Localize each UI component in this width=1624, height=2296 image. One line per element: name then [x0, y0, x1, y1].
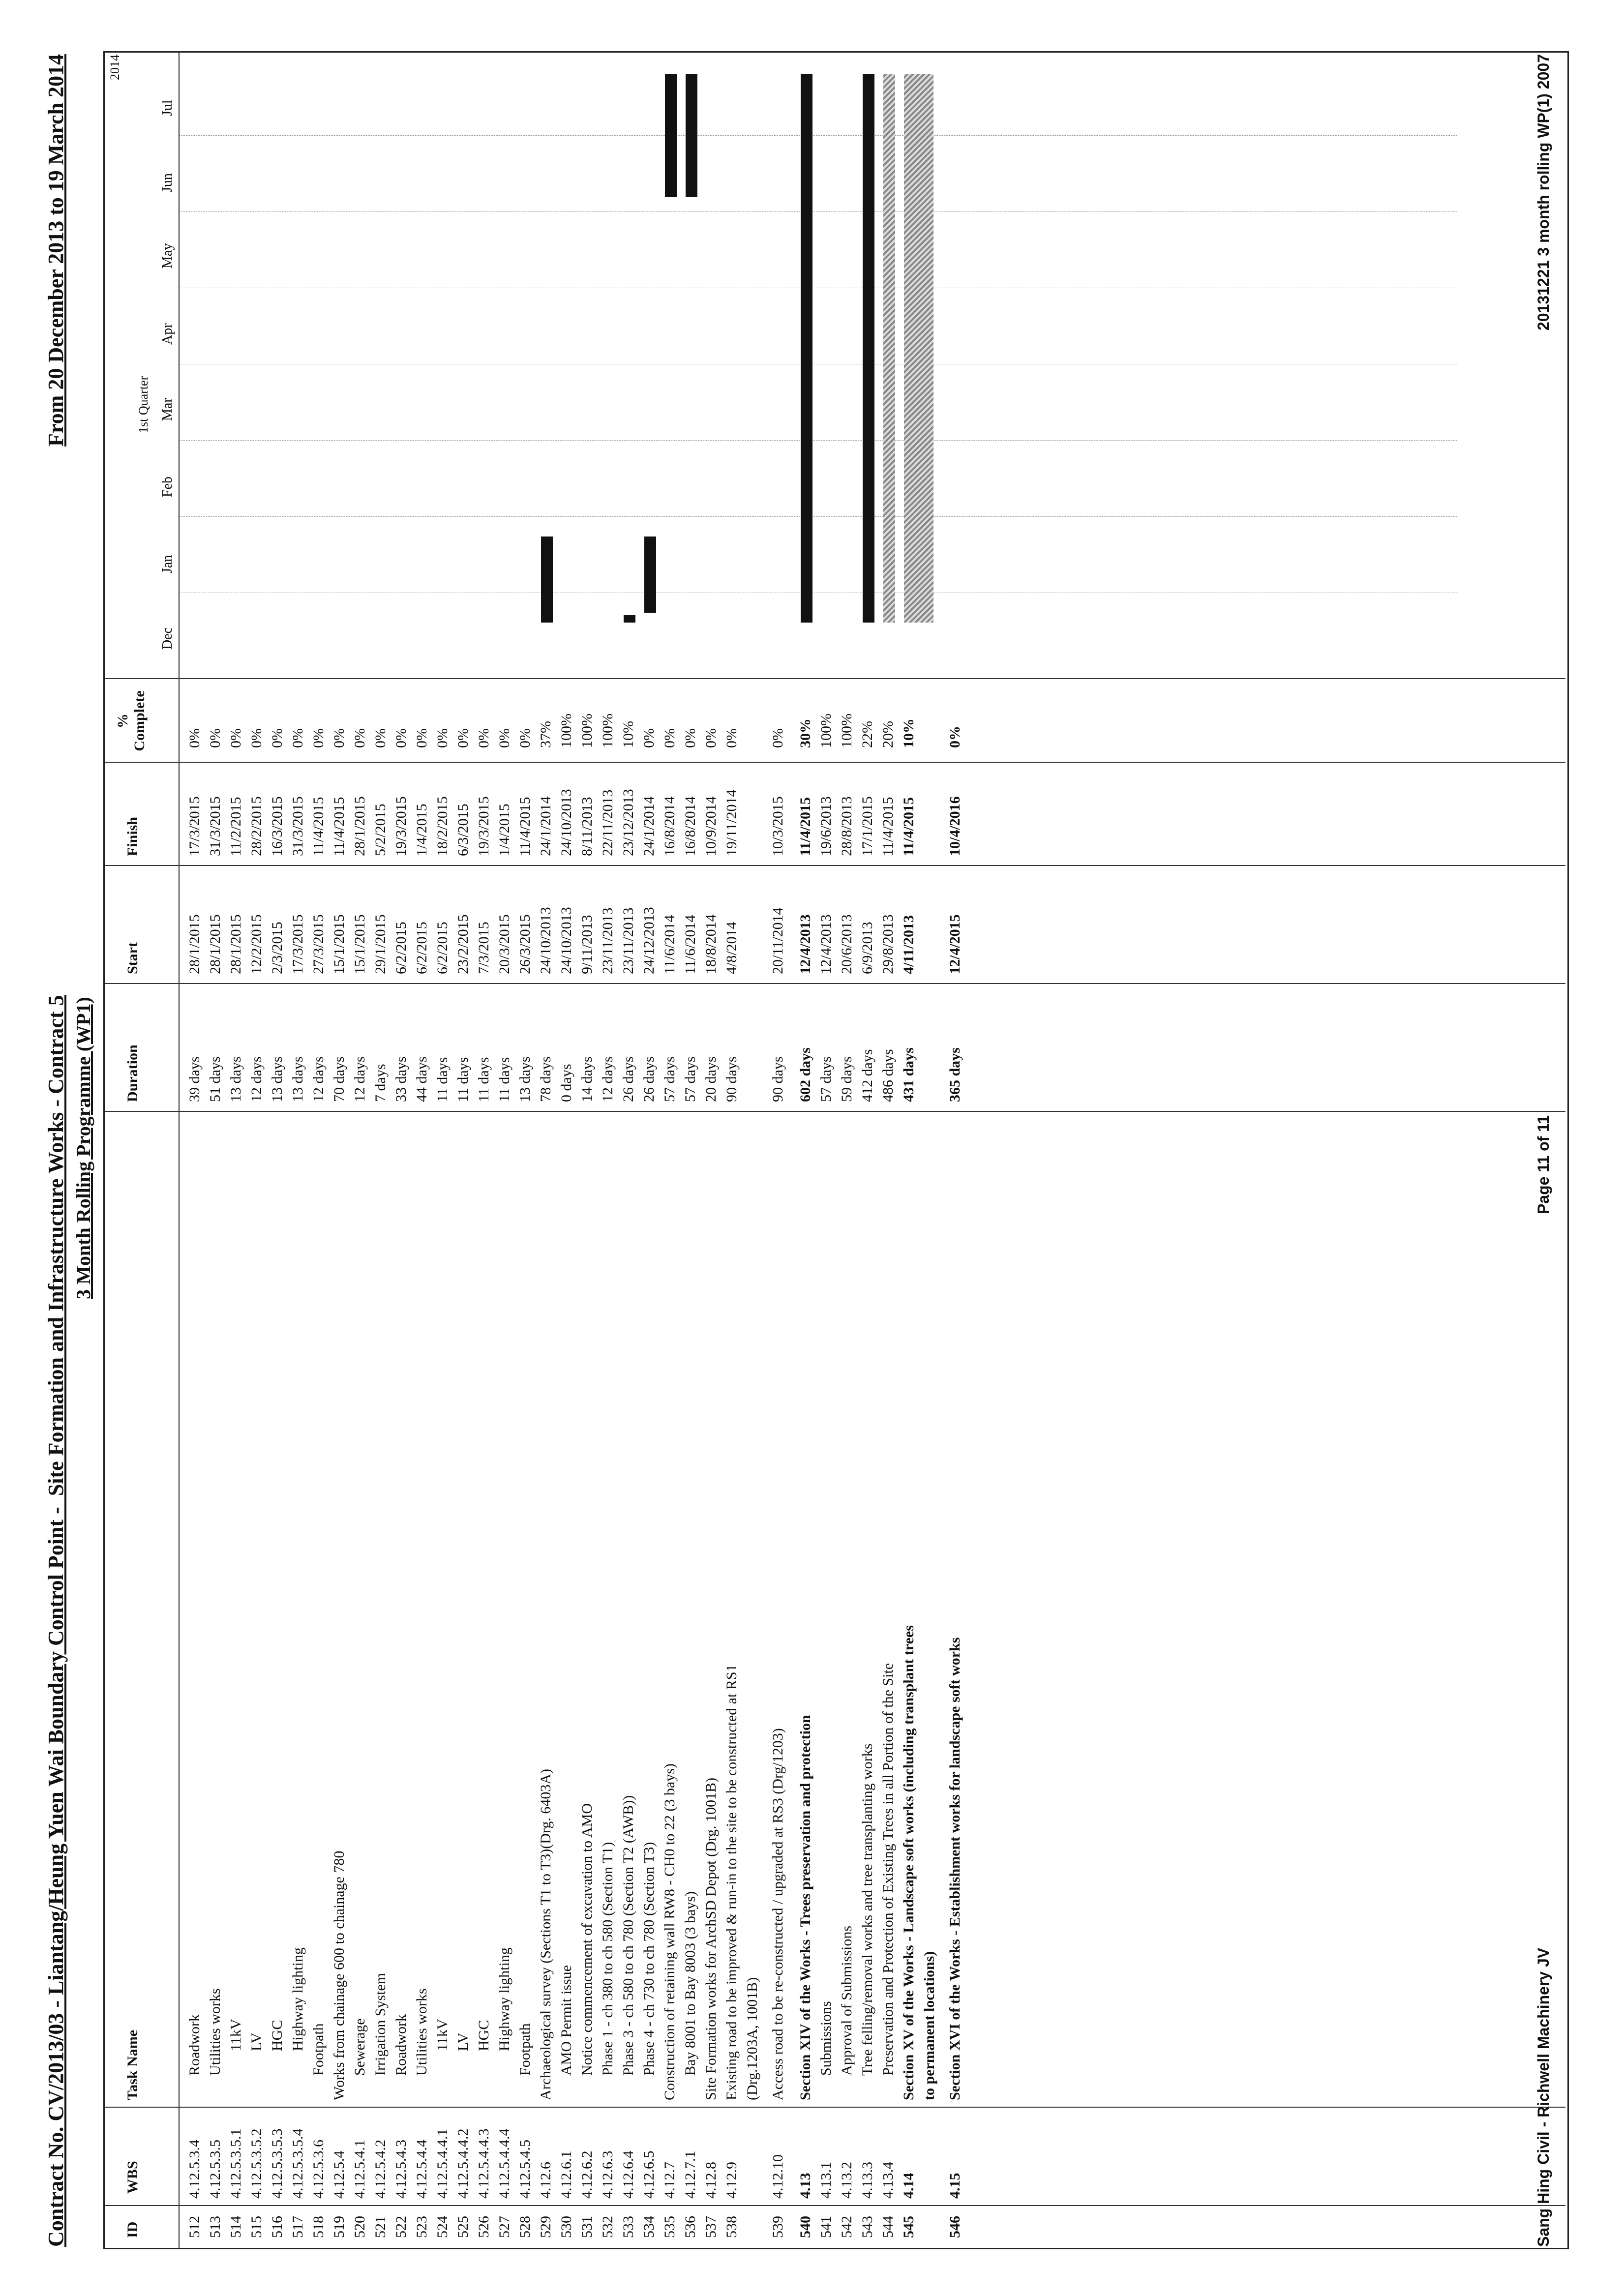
gantt-bar	[686, 74, 697, 197]
row-start: 4/11/2013	[901, 915, 917, 974]
row-wbs: 4.12.9	[723, 2162, 740, 2199]
row-task-name: Phase 4 - ch 730 to ch 780 (Section T3)	[641, 1842, 657, 2076]
row-duration: 431 days	[901, 1047, 917, 1102]
row-start: 11/6/2014	[662, 915, 678, 974]
row-task-name: Footpath	[310, 2023, 327, 2076]
row-wbs: 4.12.5.4.2	[372, 2140, 389, 2199]
row-complete: 0%	[331, 728, 347, 748]
row-duration: 14 days	[579, 1056, 595, 1102]
row-finish: 28/1/2015	[352, 796, 368, 856]
row-task-name: Roadwork	[393, 2014, 409, 2076]
row-start: 24/12/2013	[641, 907, 657, 974]
row-complete: 0%	[248, 728, 265, 748]
row-duration: 13 days	[517, 1056, 533, 1102]
timeline-month-label: Mar	[160, 398, 175, 421]
row-id: 524	[434, 2216, 451, 2238]
row-complete: 37%	[538, 721, 554, 748]
row-duration: 12 days	[600, 1056, 616, 1102]
row-wbs: 4.12.6.2	[579, 2150, 595, 2199]
row-duration: 13 days	[269, 1056, 285, 1102]
row-wbs: 4.12.6.1	[558, 2150, 574, 2199]
timeline-month-label: Jan	[160, 555, 175, 573]
row-task-name: Utilities works	[207, 1988, 223, 2076]
row-id: 521	[372, 2216, 389, 2238]
row-wbs: 4.12.5.3.5.1	[228, 2128, 244, 2199]
row-wbs: 4.14	[901, 2173, 917, 2199]
row-id: 534	[641, 2216, 657, 2238]
row-start: 28/1/2015	[228, 914, 244, 974]
row-duration: 57 days	[682, 1056, 698, 1102]
row-id: 543	[859, 2216, 875, 2238]
row-finish: 1/4/2015	[414, 804, 430, 856]
row-start: 12/4/2013	[818, 914, 834, 974]
row-id: 536	[682, 2216, 698, 2238]
row-task-name: 11kV	[434, 2019, 451, 2051]
row-wbs: 4.12.5.4.4.4	[496, 2128, 512, 2199]
row-finish: 11/2/2015	[228, 797, 244, 856]
row-id: 522	[393, 2216, 409, 2238]
row-start: 26/3/2015	[517, 914, 533, 974]
row-task-name: HGC	[269, 2020, 285, 2051]
row-finish: 28/8/2013	[839, 796, 855, 856]
col-divider	[105, 762, 1565, 763]
row-start: 7/3/2015	[476, 922, 492, 974]
row-complete: 30%	[797, 718, 813, 748]
row-duration: 59 days	[839, 1056, 855, 1102]
date-range-title: From 20 December 2013 to 19 March 2014	[44, 54, 68, 447]
row-wbs: 4.13.3	[859, 2162, 875, 2199]
row-finish: 31/3/2015	[207, 796, 223, 856]
row-wbs: 4.12.6.3	[600, 2150, 616, 2199]
row-duration: 12 days	[352, 1056, 368, 1102]
row-task-name: Construction of retaining wall RW8 - CH0 to 22 (3 bays)	[662, 1763, 678, 2100]
row-complete: 0%	[662, 728, 678, 748]
row-finish: 22/11/2013	[600, 789, 616, 856]
row-complete: 20%	[880, 721, 896, 748]
timeline-month-label: May	[160, 243, 175, 268]
row-wbs: 4.13.4	[880, 2162, 896, 2199]
row-wbs: 4.12.5.3.5.4	[290, 2128, 306, 2199]
row-start: 20/3/2015	[496, 914, 512, 974]
row-finish: 16/8/2014	[682, 796, 698, 856]
row-id: 515	[248, 2216, 265, 2238]
row-complete: 22%	[859, 721, 875, 748]
row-task-name-cont: to permanent locations)	[921, 1951, 937, 2100]
row-duration: 13 days	[290, 1056, 306, 1102]
row-task-name: Existing road to be improved & run-in to the site to be constructed at RS1	[723, 1664, 740, 2100]
row-duration: 0 days	[558, 1064, 574, 1102]
row-finish: 24/1/2014	[538, 796, 554, 856]
contract-title: Contract No. CV/2013/03 - Liantang/Heung Yuen Wai Boundary Control Point - Site Formation and Infrastructure Works - Contract 5	[44, 995, 68, 2247]
row-complete: 0%	[228, 728, 244, 748]
row-finish: 11/4/2015	[331, 797, 347, 856]
row-finish: 11/4/2015	[517, 797, 533, 856]
col-divider	[105, 865, 1565, 866]
col-header-finish: Finish	[124, 816, 141, 856]
row-duration: 51 days	[207, 1056, 223, 1102]
row-wbs: 4.12.5.3.5.3	[269, 2128, 285, 2199]
row-task-name: Site Formation works for ArchSD Depot (Drg. 1001B)	[703, 1777, 719, 2100]
row-start: 28/1/2015	[207, 914, 223, 974]
row-start: 29/8/2013	[880, 914, 896, 974]
row-task-name: Notice commencement of excavation to AMO	[579, 1803, 595, 2076]
row-id: 539	[770, 2216, 786, 2238]
row-task-name: Section XV of the Works - Landscape soft works (including transplant trees	[901, 1625, 917, 2100]
row-finish: 8/11/2013	[579, 797, 595, 856]
row-id: 533	[620, 2216, 636, 2238]
row-start: 18/8/2014	[703, 914, 719, 974]
row-id: 541	[818, 2216, 834, 2238]
row-task-name: AMO Permit issue	[558, 1965, 574, 2076]
row-finish: 18/2/2015	[434, 796, 451, 856]
timeline-month-label: Jul	[160, 100, 175, 116]
row-task-name: Approval of Submissions	[839, 1925, 855, 2076]
row-duration: 11 days	[455, 1057, 471, 1102]
gantt-bar	[801, 74, 812, 623]
row-start: 12/4/2015	[947, 914, 963, 974]
row-complete: 0%	[703, 728, 719, 748]
row-wbs: 4.12.5.4.5	[517, 2140, 533, 2199]
row-complete: 0%	[186, 728, 203, 748]
row-wbs: 4.15	[947, 2173, 963, 2199]
timeline-gridline	[179, 211, 1457, 212]
row-start: 27/3/2015	[310, 914, 327, 974]
col-divider	[105, 2205, 1565, 2206]
row-task-name: Bay 8001 to Bay 8003 (3 bays)	[682, 1891, 698, 2076]
row-finish: 24/1/2014	[641, 796, 657, 856]
row-finish: 11/4/2015	[310, 797, 327, 856]
row-id: 529	[538, 2216, 554, 2238]
row-complete: 0%	[352, 728, 368, 748]
row-finish: 10/3/2015	[770, 796, 786, 856]
row-finish: 5/2/2015	[372, 804, 389, 856]
row-wbs: 4.12.6	[538, 2162, 554, 2199]
row-complete: 10%	[901, 718, 917, 748]
row-id: 519	[331, 2216, 347, 2238]
row-wbs: 4.12.5.3.6	[310, 2140, 327, 2199]
timeline-gridline	[179, 440, 1457, 441]
row-task-name: Highway lighting	[290, 1947, 306, 2051]
row-start: 23/2/2015	[455, 914, 471, 974]
row-finish: 16/8/2014	[662, 796, 678, 856]
row-task-name: Utilities works	[414, 1988, 430, 2076]
row-start: 20/11/2014	[770, 907, 786, 974]
row-complete: 0%	[455, 728, 471, 748]
gantt-bar	[644, 537, 656, 613]
row-wbs: 4.12.5.4.1	[352, 2140, 368, 2199]
row-wbs: 4.13	[797, 2173, 813, 2199]
row-finish: 16/3/2015	[269, 796, 285, 856]
row-id: 518	[310, 2216, 327, 2238]
row-duration: 70 days	[331, 1056, 347, 1102]
row-start: 6/9/2013	[859, 922, 875, 974]
row-duration: 412 days	[859, 1049, 875, 1102]
row-duration: 78 days	[538, 1056, 554, 1102]
row-task-name: LV	[455, 2032, 471, 2051]
row-start: 6/2/2015	[414, 922, 430, 974]
col-divider	[105, 983, 1565, 984]
timeline-gridline	[179, 516, 1457, 517]
row-finish: 19/11/2014	[723, 789, 740, 856]
col-divider	[105, 2107, 1565, 2108]
row-id: 528	[517, 2216, 533, 2238]
row-task-name: Tree felling/removal works and tree transplanting works	[859, 1743, 875, 2076]
row-wbs: 4.12.7.1	[682, 2150, 698, 2199]
row-finish: 19/3/2015	[476, 796, 492, 856]
row-duration: 602 days	[797, 1047, 813, 1102]
row-id: 523	[414, 2216, 430, 2238]
row-wbs: 4.12.6.4	[620, 2150, 636, 2199]
row-id: 540	[797, 2216, 813, 2238]
row-wbs: 4.12.6.5	[641, 2150, 657, 2199]
row-task-name: LV	[248, 2032, 265, 2051]
row-duration: 90 days	[723, 1056, 740, 1102]
row-complete: 10%	[620, 721, 636, 748]
timeline-month-label: Jun	[160, 173, 175, 192]
row-complete: 0%	[434, 728, 451, 748]
row-complete: 0%	[290, 728, 306, 748]
row-duration: 12 days	[248, 1056, 265, 1102]
row-complete: 100%	[818, 714, 834, 748]
row-finish: 10/9/2014	[703, 796, 719, 856]
row-id: 538	[723, 2216, 740, 2238]
timeline-month-label: Dec	[160, 627, 175, 650]
row-duration: 365 days	[947, 1047, 963, 1102]
row-id: 546	[947, 2216, 963, 2238]
row-complete: 0%	[393, 728, 409, 748]
row-id: 542	[839, 2216, 855, 2238]
row-task-name: Phase 1 - ch 380 to ch 580 (Section T1)	[600, 1842, 616, 2076]
row-finish: 1/4/2015	[496, 804, 512, 856]
row-complete: 0%	[770, 728, 786, 748]
row-finish: 24/10/2013	[558, 789, 574, 856]
row-start: 24/10/2013	[558, 907, 574, 974]
row-id: 535	[662, 2216, 678, 2238]
gantt-bar	[863, 74, 874, 623]
row-complete: 100%	[579, 714, 595, 748]
row-duration: 7 days	[372, 1064, 389, 1102]
col-divider	[105, 678, 1565, 679]
row-task-name: Highway lighting	[496, 1947, 512, 2051]
timeline-month-label: Apr	[160, 323, 175, 345]
row-complete: 0%	[641, 728, 657, 748]
row-wbs: 4.13.1	[818, 2162, 834, 2199]
row-start: 17/3/2015	[290, 914, 306, 974]
row-duration: 26 days	[641, 1056, 657, 1102]
row-wbs: 4.12.5.4.4	[414, 2140, 430, 2199]
footer-filename: 20131221 3 month rolling WP(1) 2007	[1534, 54, 1552, 330]
row-wbs: 4.12.5.3.5.2	[248, 2128, 265, 2199]
gantt-bar	[541, 537, 553, 623]
row-complete: 0%	[269, 728, 285, 748]
row-complete: 0%	[414, 728, 430, 748]
row-start: 2/3/2015	[269, 922, 285, 974]
row-finish: 11/4/2015	[880, 797, 896, 856]
row-complete: 0%	[947, 726, 963, 748]
row-wbs: 4.13.2	[839, 2162, 855, 2199]
row-finish: 31/3/2015	[290, 796, 306, 856]
row-wbs: 4.12.5.4	[331, 2150, 347, 2199]
row-id: 532	[600, 2216, 616, 2238]
row-wbs: 4.12.7	[662, 2162, 678, 2199]
row-task-name: Submissions	[818, 2001, 834, 2076]
row-duration: 33 days	[393, 1056, 409, 1102]
row-wbs: 4.12.5.4.3	[393, 2140, 409, 2199]
row-wbs: 4.12.10	[770, 2154, 786, 2199]
row-duration: 44 days	[414, 1056, 430, 1102]
row-complete: 0%	[310, 728, 327, 748]
row-complete: 0%	[682, 728, 698, 748]
row-start: 11/6/2014	[682, 915, 698, 974]
row-start: 9/11/2013	[579, 915, 595, 974]
row-id: 512	[186, 2216, 203, 2238]
timeline-quarter: 1st Quarter	[136, 376, 150, 433]
row-wbs: 4.12.5.4.4.1	[434, 2128, 451, 2199]
row-duration: 11 days	[496, 1057, 512, 1102]
row-duration: 26 days	[620, 1056, 636, 1102]
row-task-name: Footpath	[517, 2023, 533, 2076]
row-start: 6/2/2015	[434, 922, 451, 974]
row-finish: 23/12/2013	[620, 789, 636, 856]
row-start: 15/1/2015	[331, 914, 347, 974]
row-duration: 13 days	[228, 1056, 244, 1102]
timeline-gridline	[179, 135, 1457, 136]
row-finish: 11/4/2015	[901, 797, 917, 856]
row-complete: 100%	[600, 714, 616, 748]
row-complete: 0%	[372, 728, 389, 748]
row-finish: 17/1/2015	[859, 796, 875, 856]
row-complete: 100%	[839, 714, 855, 748]
row-start: 23/11/2013	[600, 907, 616, 974]
timeline-year: 2014	[108, 55, 122, 80]
col-header-task: Task Name	[124, 2029, 141, 2100]
gantt-bar	[665, 74, 677, 197]
row-duration: 20 days	[703, 1056, 719, 1102]
row-id: 525	[455, 2216, 471, 2238]
header-divider	[179, 53, 180, 2248]
row-id: 527	[496, 2216, 512, 2238]
row-task-name: Works from chainage 600 to chainage 780	[331, 1850, 347, 2100]
footer-page: Page 11 of 11	[1534, 1115, 1552, 1214]
row-task-name-cont: (Drg.1203A, 1001B)	[744, 1977, 760, 2100]
row-task-name: Section XVI of the Works - Establishment works for landscape soft works	[947, 1637, 963, 2100]
row-duration: 11 days	[476, 1057, 492, 1102]
row-task-name: Sewerage	[352, 2018, 368, 2076]
col-header-wbs: WBS	[124, 2161, 141, 2194]
row-id: 526	[476, 2216, 492, 2238]
footer-company: Sang Hing Civil - Richwell Machinery JV	[1534, 1947, 1552, 2247]
row-task-name: Preservation and Protection of Existing Trees in all Portion of the Site	[880, 1663, 896, 2076]
row-finish: 10/4/2016	[947, 796, 963, 856]
row-task-name: Irrigation System	[372, 1972, 389, 2076]
row-duration: 486 days	[880, 1049, 896, 1102]
row-task-name: Phase 3 - ch 580 to ch 780 (Section T2 (AWB))	[620, 1795, 636, 2076]
row-start: 15/1/2015	[352, 914, 368, 974]
row-id: 544	[880, 2216, 896, 2238]
programme-subtitle: 3 Month Rolling Programme (WP1)	[72, 997, 94, 1299]
row-task-name: HGC	[476, 2020, 492, 2051]
row-id: 517	[290, 2216, 306, 2238]
row-duration: 12 days	[310, 1056, 327, 1102]
row-finish: 28/2/2015	[248, 796, 265, 856]
row-start: 4/8/2014	[723, 922, 740, 974]
row-complete: 0%	[496, 728, 512, 748]
row-wbs: 4.12.8	[703, 2162, 719, 2199]
row-duration: 39 days	[186, 1056, 203, 1102]
row-id: 514	[228, 2216, 244, 2238]
row-duration: 90 days	[770, 1056, 786, 1102]
row-start: 24/10/2013	[538, 907, 554, 974]
row-complete: 100%	[558, 714, 574, 748]
row-duration: 57 days	[818, 1056, 834, 1102]
row-wbs: 4.12.5.4.4.3	[476, 2128, 492, 2199]
gantt-bar	[624, 615, 635, 623]
row-wbs: 4.12.5.3.4	[186, 2140, 203, 2199]
row-finish: 17/3/2015	[186, 796, 203, 856]
row-duration: 11 days	[434, 1057, 451, 1102]
row-finish: 11/4/2015	[797, 797, 813, 856]
row-finish: 19/6/2013	[818, 796, 834, 856]
row-start: 20/6/2013	[839, 914, 855, 974]
row-id: 531	[579, 2216, 595, 2238]
schedule-table	[103, 51, 1569, 2249]
col-header-duration: Duration	[124, 1044, 141, 1102]
row-start: 6/2/2015	[393, 922, 409, 974]
row-wbs: 4.12.5.4.4.2	[455, 2128, 471, 2199]
col-header-start: Start	[124, 942, 141, 974]
row-id: 516	[269, 2216, 285, 2238]
col-header-id: ID	[124, 2221, 141, 2238]
row-id: 545	[901, 2216, 917, 2238]
row-id: 537	[703, 2216, 719, 2238]
row-id: 530	[558, 2216, 574, 2238]
row-duration: 57 days	[662, 1056, 678, 1102]
row-id: 513	[207, 2216, 223, 2238]
row-task-name: Archaeological survey (Sections T1 to T3)(Drg. 6403A)	[538, 1768, 554, 2100]
row-task-name: Section XIV of the Works - Trees preservation and protection	[797, 1715, 813, 2100]
timeline-month-label: Feb	[160, 477, 175, 497]
col-header-complete: % Complete	[115, 690, 148, 751]
row-id: 520	[352, 2216, 368, 2238]
row-start: 28/1/2015	[186, 914, 203, 974]
row-task-name: Roadwork	[186, 2014, 203, 2076]
row-complete: 0%	[723, 728, 740, 748]
row-task-name: Access road to be re-constructed / upgraded at RS3 (Drg/1203)	[770, 1728, 786, 2100]
row-start: 12/4/2013	[797, 914, 813, 974]
row-start: 23/11/2013	[620, 907, 636, 974]
col-divider	[105, 1111, 1565, 1112]
row-start: 12/2/2015	[248, 914, 265, 974]
row-complete: 0%	[476, 728, 492, 748]
row-wbs: 4.12.5.3.5	[207, 2140, 223, 2199]
row-complete: 0%	[207, 728, 223, 748]
row-finish: 19/3/2015	[393, 796, 409, 856]
gantt-bar	[883, 74, 895, 623]
row-complete: 0%	[517, 728, 533, 748]
gantt-bar	[904, 74, 933, 623]
row-finish: 6/3/2015	[455, 804, 471, 856]
row-start: 29/1/2015	[372, 914, 389, 974]
row-task-name: 11kV	[228, 2019, 244, 2051]
